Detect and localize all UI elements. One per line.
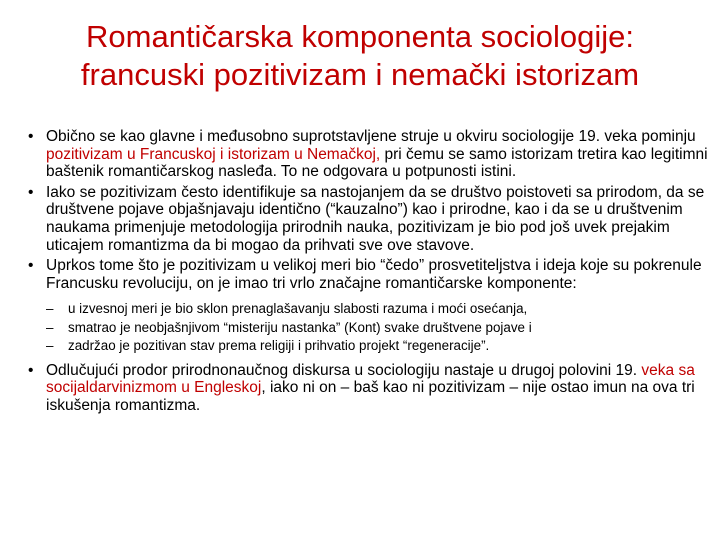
sub-bullet-3-text: zadržao je pozitivan stav prema religiji i prihvatio projekt “regeneracije”. [68, 338, 490, 354]
bullet-item-2 [28, 184, 708, 254]
bullet-list [28, 128, 708, 418]
bullet-1-text-end: pri čemu se samo istorizam tretira kao legitimni baštenik romantičarskog nasleđa. To ne odgovara u potpunosti istini. [46, 145, 708, 181]
sub-bullet-2-text: smatrao je neobjašnjivom “misteriju nastanka” (Kont) svake društvene pojave i [68, 319, 532, 335]
bullet-1-text: Obično se kao glavne i međusobno suprotstavljene struje u okviru sociologije 19. veka pominju [46, 128, 696, 145]
dash-marker: – [46, 319, 54, 335]
bullet-3-text: Uprkos tome što je pozitivizam u velikoj meri bio “čedo” prosvetiteljstva i ideja koje su pokrenule Francusku revoluciju, on je imao tri vrlo značajne romantičarske komponente: [46, 257, 702, 292]
sub-bullet-item-1 [46, 300, 708, 319]
title-line-2: francuski pozitivizam i nemački istorizam [80, 57, 640, 92]
sub-bullet-item-2 [46, 319, 708, 338]
dash-marker: – [46, 338, 54, 354]
bullet-4-highlight: veka sa socijaldarvinizmom u Engleskoj [46, 361, 695, 397]
sub-bullet-item-3 [46, 337, 708, 356]
bullet-marker: • [28, 361, 34, 379]
bullet-item-3 [28, 257, 708, 356]
bullet-2-text: Iako se pozitivizam često identifikuje sa nastojanjem da se društvo poistoveti sa prirodom, da se društvene pojave objašnjavaju identično (“kauzalno”) kao i prirodne, kao i da se u društvenim naukama primenjuje metodologija prirodnih nauka, pozitivizam je bio pod još uvek prejakim uticajem romantizma da bi mogao da prihvati sve ove stavove. [46, 183, 705, 254]
sub-bullet-list [46, 300, 708, 356]
bullet-4-text: Odlučujući prodor prirodnonaučnog diskursa u sociologiju nastaje u drugoj polovini 19. [46, 361, 642, 379]
bullet-item-1 [28, 128, 708, 181]
bullet-4-text-end: , iako ni on – baš kao ni pozitivizam – nije ostao imun na ova tri iskušenja romantizma. [46, 379, 695, 415]
title-line-1: Romantičarska komponenta sociologije: [86, 19, 634, 54]
bullet-marker: • [28, 257, 34, 275]
bullet-item-4 [28, 362, 708, 415]
bullet-marker: • [28, 183, 34, 201]
bullet-marker: • [28, 128, 34, 145]
bullet-1-highlight: pozitivizam u Francuskoj i istorizam u Nemačkoj, [46, 145, 381, 163]
slide-title [0, 18, 720, 94]
dash-marker: – [46, 301, 54, 317]
sub-bullet-1-text: u izvesnoj meri je bio sklon prenaglašavanju slabosti razuma i moći osećanja, [68, 301, 528, 317]
